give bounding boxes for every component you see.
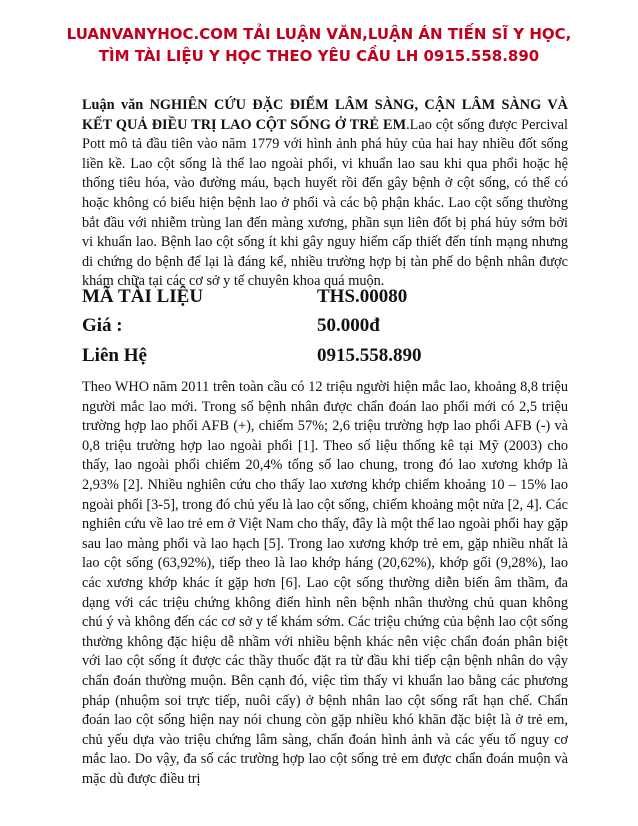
price-label: Giá : (82, 315, 123, 336)
thesis-title: Luận văn NGHIÊN CỨU ĐẶC ĐIỂM LÂM SÀNG, CẬN LÂM SÀNG VÀ KẾT QUẢ ĐIỀU TRỊ LAO CỘT SỐNG Ở TRẺ EM (82, 97, 568, 133)
header-line-1: LUANVANYHOC.COM TẢI LUẬN VĂN,LUẬN ÁN TIẾN SĨ Y HỌC, (66, 25, 572, 43)
header-line-2: TÌM TÀI LIỆU Y HỌC THEO YÊU CẦU LH 0915.558.890 (98, 47, 540, 65)
document-code-row (82, 286, 568, 312)
body-paragraph: Theo WHO năm 2011 trên toàn cầu có 12 triệu người hiện mắc lao, khoảng 8,8 triệu người mắc lao mới. Trong số bệnh nhân được chẩn đoán lao phổi mới có 2,5 triệu trường hợp lao phổi AFB (+), chiếm 57%; 2,6 triệu trường hợp lao phổi AFB (-) và 0,8 triệu trường hợp lao ngoài phổi [1]. Theo số liệu thống kê tại Mỹ (2003) cho thấy, lao ngoài phổi chiếm 20,4% tổng số lao chung, trong đó lao xương khớp là 2,93% [2]. Nhiều nghiên cứu cho thấy lao xương khớp chiếm khoảng 10 – 15% lao ngoài phổi [3-5], trong đó chủ yếu là lao cột sống, chiếm khoảng một nửa [2, 4]. Các nghiên cứu về lao trẻ em ở Việt Nam cho thấy, đây là một thể lao ngoài phổi hay gặp sau lao màng phổi và lao hạch [5]. Trong lao xương khớp trẻ em, gặp nhiều nhất là lao cột sống (63,92%), tiếp theo là lao khớp háng (20,62%), khớp gối (9,28%), lao các xương khớp khác ít gặp hơn [6]. Lao cột sống thường diễn biến âm thầm, đa dạng với các triệu chứng không điển hình nên bệnh nhân thường chủ quan không chú ý và không đến các cơ sở y tế khám sớm. Các triệu chứng của bệnh lao cột sống thường không đặc hiệu dễ nhầm với nhiều bệnh khác nên việc chẩn đoán phân biệt với lao cột sống ít được các thầy thuốc đặt ra từ đầu khi tiếp cận bệnh nhân do vậy chẩn đoán thường muộn. Bên cạnh đó, việc tìm thấy vi khuẩn lao bằng các phương pháp (nhuộm soi trực tiếp, nuôi cấy) ở bệnh nhân lao cột sống rất hạn chế. Chẩn đoán lao cột sống hiện nay nói chung còn gặp nhiều khó khăn đặc biệt là ở trẻ em, chủ yếu dựa vào triệu chứng lâm sàng, chẩn đoán hình ảnh và các yếu tố nguy cơ mắc lao. Do vậy, đa số các trường hợp lao cột sống trẻ em được chẩn đoán muộn và mặc dù được điều trị (82, 379, 568, 787)
contact-row (82, 345, 568, 371)
document-code-value: THS.00080 (317, 286, 408, 307)
intro-body: .Lao cột sống được Percival Pott mô tả đầu tiên vào năm 1779 với hình ảnh phá hủy của hai hay nhiều đốt sống liền kề. Lao cột sống là thể lao ngoài phổi, vi khuẩn lao sau khi qua phổi hoặc hệ thống tiêu hóa, vào đường máu, bạch huyết rồi đến gây bệnh ở cột sống, có thể có hoặc không có biểu hiện bệnh lao ở phổi và các bộ phận khác. Lao cột sống thường bắt đầu với nhiễm trùng lan đến màng xương, phần sụn liên đốt bị phá hủy sớm bởi vi khuẩn lao. Bệnh lao cột sống ít khi gây nguy hiểm cấp thiết đến tính mạng nhưng di chứng do bệnh để lại là đáng kể, nhiều trường hợp bị tàn phế do bệnh nhân được khám chữa tại các cơ sở y tế chuyên khoa quá muộn. (82, 116, 568, 290)
document-code-label: MÃ TÀI LIỆU (82, 286, 204, 307)
price-value: 50.000đ (317, 315, 380, 336)
contact-label: Liên Hệ (82, 345, 147, 366)
contact-value: 0915.558.890 (317, 345, 422, 366)
intro-paragraph (82, 96, 568, 292)
price-row (82, 315, 568, 341)
